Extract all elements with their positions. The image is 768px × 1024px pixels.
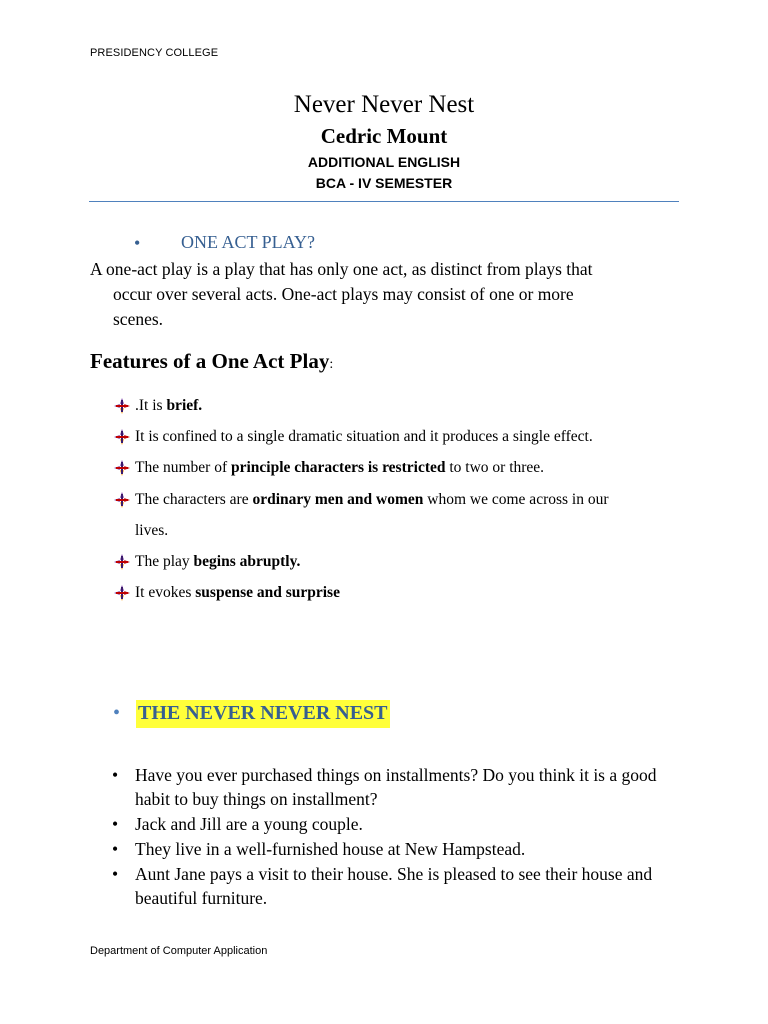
feature-text (135, 490, 609, 510)
bullet-icon: • (112, 814, 119, 834)
feature-text (135, 396, 202, 416)
bullet-icon: • (112, 839, 119, 859)
definition-line: scenes. (113, 309, 164, 329)
features-heading (90, 349, 333, 374)
feature-text (135, 583, 340, 603)
definition-line: A one-act play is a play that has only one act, as distinct from plays that (90, 259, 593, 279)
feature-text-plain: .It is (135, 397, 167, 414)
one-act-play-definition (90, 257, 678, 332)
feature-text-bold: brief. (166, 397, 203, 414)
semester-label: BCA - IV SEMESTER (315, 175, 453, 191)
arrow-star-bullet-icon (114, 398, 130, 414)
section-heading-one-act-play: ONE ACT PLAY? (181, 232, 316, 252)
arrow-star-bullet-icon (114, 460, 130, 476)
header-college: PRESIDENCY COLLEGE (90, 47, 219, 59)
plot-point-text: Have you ever purchased things on installments? Do you think it is a good habit to buy things on installment? (135, 765, 657, 809)
document-title: Never Never Nest (293, 91, 475, 118)
feature-text-plain: whom we come across in our (423, 491, 609, 508)
arrow-star-bullet-icon (114, 429, 130, 445)
plot-point-text: Jack and Jill are a young couple. (135, 814, 363, 834)
feature-text-plain: It evokes (135, 584, 196, 601)
feature-text (135, 427, 593, 447)
footer-department: Department of Computer Application (90, 945, 268, 957)
arrow-star-bullet-icon (114, 585, 130, 601)
features-heading-colon: : (329, 357, 334, 372)
arrow-star-bullet-icon (114, 492, 130, 508)
document-author: Cedric Mount (320, 124, 448, 148)
title-divider (89, 201, 679, 202)
feature-text-plain: to two or three. (445, 459, 545, 476)
section-bullet: • (134, 233, 141, 253)
plot-point-text: Aunt Jane pays a visit to their house. She is pleased to see their house and beautiful furniture. (135, 864, 653, 908)
features-heading-text: Features of a One Act Play (90, 349, 330, 373)
feature-text-plain: The number of (135, 459, 231, 476)
feature-text-plain: It is confined to a single dramatic situation and it produces a single effect. (135, 428, 593, 445)
feature-text-bold: begins abruptly. (193, 553, 301, 570)
bullet-icon: • (112, 864, 119, 884)
definition-line: occur over several acts. One-act plays may consist of one or more (113, 284, 574, 304)
feature-text-plain: The characters are (135, 491, 253, 508)
arrow-star-bullet-icon (114, 554, 130, 570)
section-bullet: • (113, 702, 121, 724)
feature-text (135, 458, 544, 478)
feature-text-bold: principle characters is restricted (230, 459, 446, 476)
bullet-icon: • (112, 765, 119, 785)
feature-text-bold: ordinary men and women (252, 491, 424, 508)
feature-text-plain: The play (135, 553, 194, 570)
course-name: ADDITIONAL ENGLISH (307, 154, 461, 170)
feature-text-bold: suspense and surprise (195, 584, 340, 601)
section-heading-never-never-nest: THE NEVER NEVER NEST (136, 700, 390, 728)
plot-point-text: They live in a well-furnished house at New Hampstead. (135, 839, 526, 859)
feature-text (135, 552, 300, 572)
feature-text: lives. (135, 522, 169, 539)
